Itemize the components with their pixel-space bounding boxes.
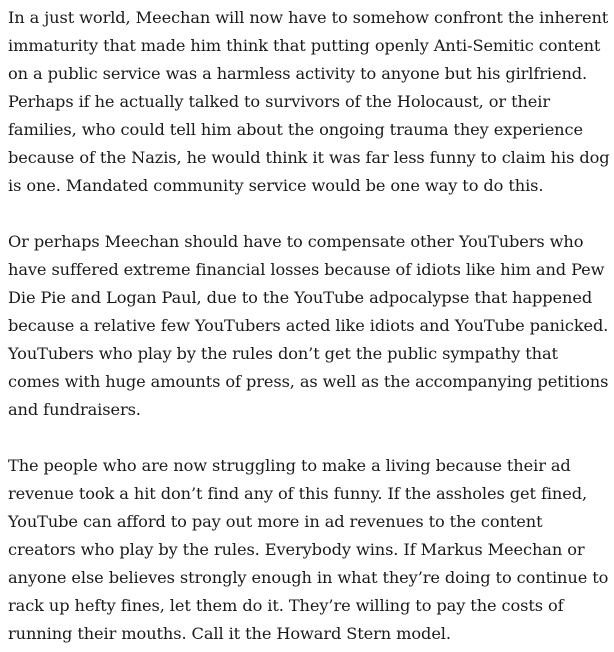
article-paragraph-1: In a just world, Meechan will now have to somehow confront the inherent immaturity that made him think that putting openly Anti-Semitic content on a public service was a harmless activity to anyone but his girlfriend. Perhaps if he actually talked to survivors of the Holocaust, or their families, who could tell him about the ongoing trauma they experience because of the Nazis, he would think it was far less funny to claim his dog is one. Mandated community service would be one way to do this. [8, 8, 610, 195]
article-paragraph-2: Or perhaps Meechan should have to compensate other YouTubers who have suffered extreme financial losses because of idiots like him and Pew Die Pie and Logan Paul, due to the YouTube adpocalypse that happened because a relative few YouTubers acted like idiots and YouTube panicked. YouTubers who play by the rules don’t get the public sympathy that comes with huge amounts of press, as well as the accompanying petitions and fundraisers. [8, 232, 609, 419]
article-paragraph-3: The people who are now struggling to make a living because their ad revenue took a hit don’t find any of this funny. If the assholes get fined, YouTube can afford to pay out more in ad revenues to the content creators who play by the rules. Everybody wins. If Markus Meechan or anyone else believes strongly enough in what they’re doing to continue to rack up hefty fines, let them do it. They’re willing to pay the costs of running their mouths. Call it the Howard Stern model. [8, 456, 609, 643]
